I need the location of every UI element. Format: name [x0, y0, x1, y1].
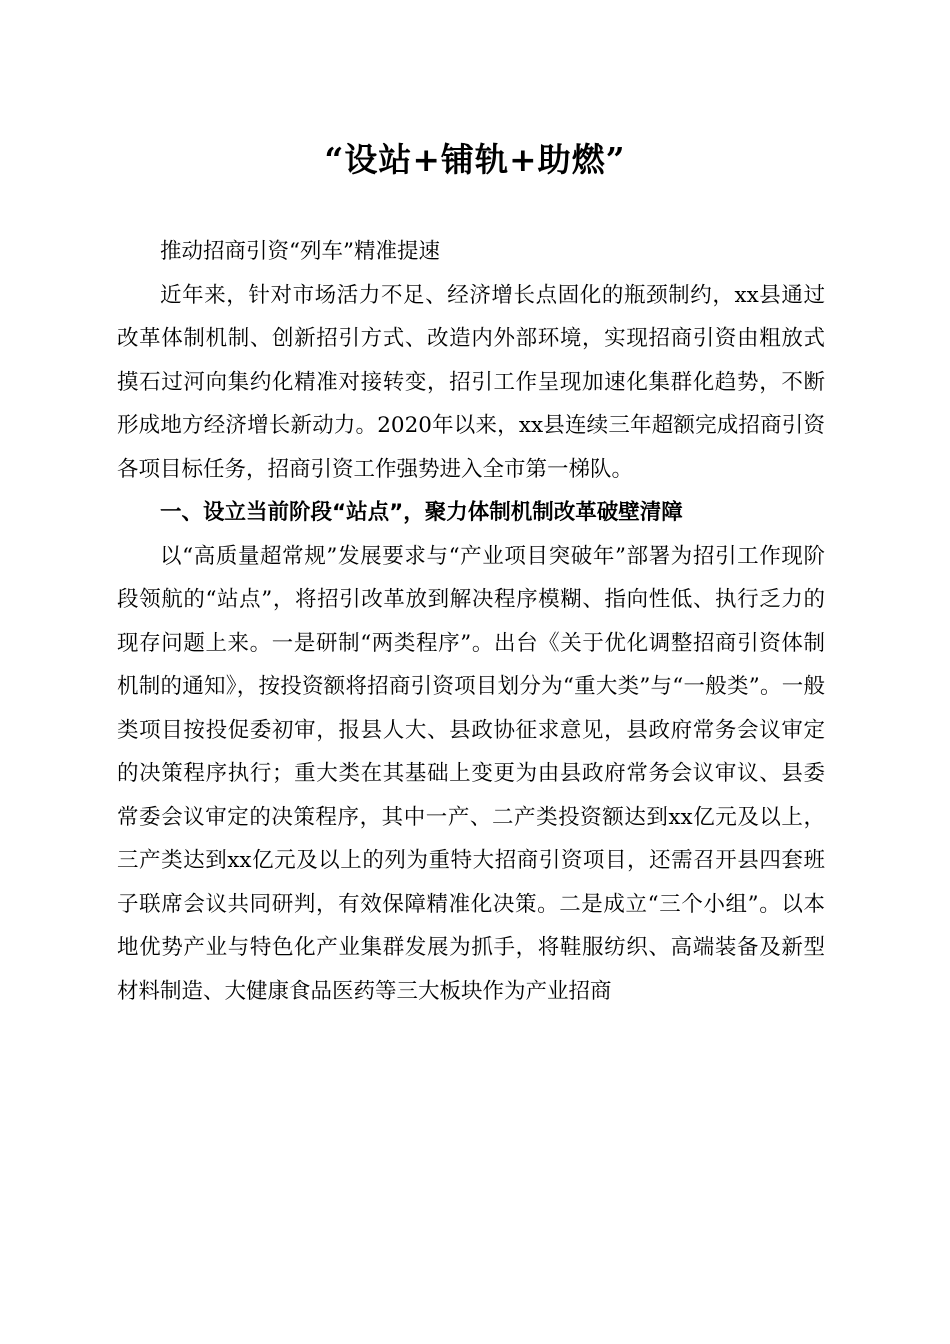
- document-body: [117, 230, 825, 1013]
- section-paragraph: 以“高质量超常规”发展要求与“产业项目突破年”部署为招引工作现阶段领航的“站点”，将招引改革放到解决程序模糊、指向性低、执行乏力的现存问题上来。一是研制“两类程序”。出台《关于优化调整招商引资体制机制的通知》，按投资额将招商引资项目划分为“重大类”与“一般类”。一般类项目按投促委初审，报县人大、县政协征求意见，县政府常务会议审定的决策程序执行；重大类在其基础上变更为由县政府常务会议审议、县委常委会议审定的决策程序，其中一产、二产类投资额达到xx亿元及以上，三产类达到xx亿元及以上的列为重特大招商引资项目，还需召开县四套班子联席会议共同研判，有效保障精准化决策。二是成立“三个小组”。以本地优势产业与特色化产业集群发展为抓手，将鞋服纺织、高端装备及新型材料制造、大健康食品医药等三大板块作为产业招商: [117, 543, 825, 1004]
- subtitle-line: 推动招商引资“列车”精准提速: [160, 239, 440, 264]
- section-heading: 一、设立当前阶段“站点”，聚力体制机制改革破壁清障: [160, 500, 683, 525]
- intro-paragraph: 近年来，针对市场活力不足、经济增长点固化的瓶颈制约，xx县通过改革体制机制、创新招引方式、改造内外部环境，实现招商引资由粗放式摸石过河向集约化精准对接转变，招引工作呈现加速化集群化趋势，不断形成地方经济增长新动力。2020年以来，xx县连续三年超额完成招商引资各项目标任务，招商引资工作强势进入全市第一梯队。: [117, 282, 825, 482]
- document-title: “设站+铺轨+助燃”: [324, 140, 626, 179]
